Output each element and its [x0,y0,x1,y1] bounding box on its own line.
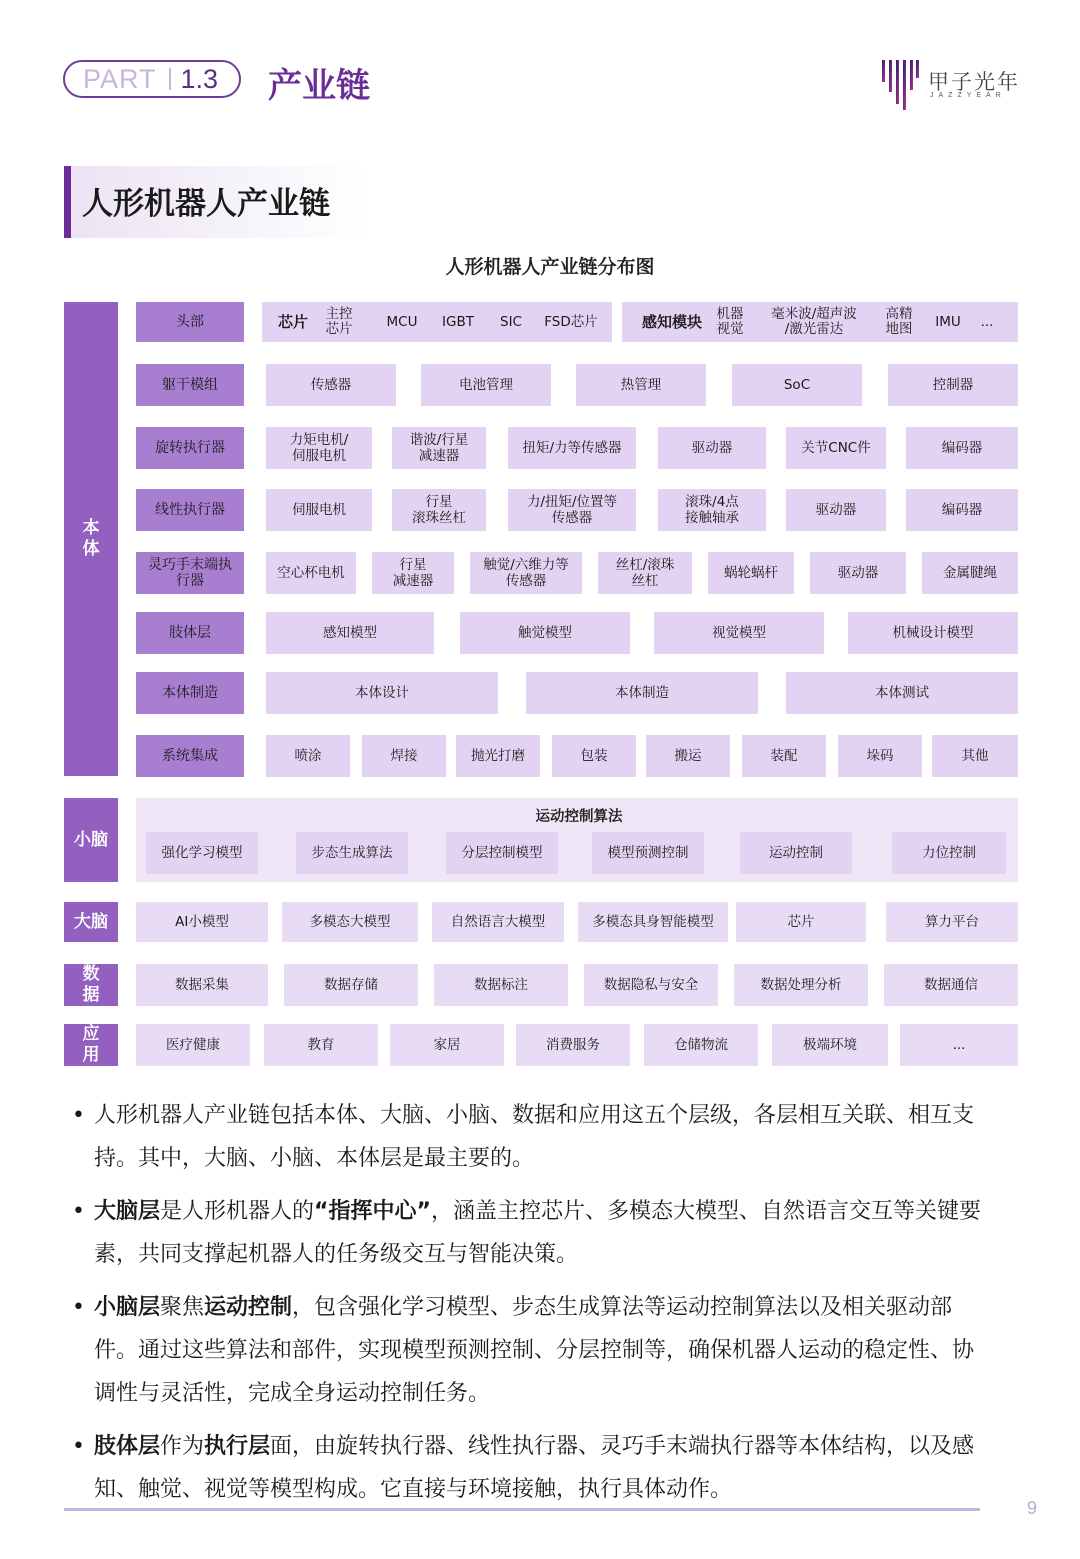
linear-item: 滚珠/4点 接触轴承 [658,489,766,531]
bullet-bold: 大脑层 [94,1199,161,1224]
chip-group [262,302,612,342]
danao-item: 自然语言大模型 [432,902,564,942]
sensor-item: 毫米波/超声波 /激光雷达 [771,306,857,337]
bullet-bold: 运动控制 [204,1295,293,1320]
integration-item: 焊接 [362,735,446,777]
limb-item: 视觉模型 [654,612,824,654]
yingyong-item: 医疗健康 [136,1024,250,1066]
bullet-item [72,1190,992,1276]
sensor-item: ... [980,313,994,330]
hand-item: 丝杠/滚珠 丝杠 [598,552,692,594]
bullet-text: ，涵盖主控芯片、多模态大模型、自然语言交互等关键要素，共同支撑起机器人的任务级交互与智能决策。 [94,1199,981,1267]
layer-yingyong: 应 用 [64,1024,118,1066]
page-number: 9 [1027,1498,1038,1518]
bullet-text: 是人形机器人的 [160,1199,315,1224]
bullet-bold: 小脑层 [94,1295,161,1320]
integration-item: 喷涂 [266,735,350,777]
linear-item: 编码器 [906,489,1018,531]
torso-item: 热管理 [576,364,706,406]
sensor-group [622,302,1018,342]
brand-subtitle: JAZZYEAR [930,92,1006,99]
bullet-item [72,1425,992,1511]
integration-item: 装配 [742,735,826,777]
hand-item: 驱动器 [810,552,906,594]
part-word: PART [83,63,157,94]
section-title: 产业链 [268,66,370,106]
bullet-text: 面，由旋转执行器、线性执行器、灵巧手末端执行器等本体结构，以及感知、触觉、视觉等模型构成。它直接与环境接触，执行具体动作。 [94,1434,975,1502]
xiaonao-item: 步态生成算法 [296,832,408,874]
shuju-item: 数据隐私与安全 [584,964,718,1006]
sensor-group-title: 感知模块 [641,312,702,331]
danao-item: AI小模型 [136,902,268,942]
heading-accent-bar [64,166,71,238]
limb-item: 感知模型 [266,612,434,654]
brand-name: 甲子光年 [928,70,1020,94]
yingyong-item: 仓储物流 [644,1024,758,1066]
layer-benti: 本 体 [64,302,118,776]
integration-item: 其他 [932,735,1018,777]
torso-item: 传感器 [266,364,396,406]
danao-item: 多模态具身智能模型 [578,902,728,942]
yingyong-item: 消费服务 [516,1024,630,1066]
chip-group-title: 芯片 [277,312,308,331]
hand-item: 金属腱绳 [922,552,1018,594]
sensor-item: IMU [935,313,961,330]
integration-item: 垛码 [838,735,922,777]
hand-item: 蜗轮蜗杆 [708,552,794,594]
xiaonao-item: 运动控制 [740,832,852,874]
page-heading: 人形机器人产业链 [82,186,330,222]
xiaonao-item: 模型预测控制 [592,832,704,874]
diagram-title: 人形机器人产业链分布图 [445,256,655,278]
rotary-item: 驱动器 [658,427,766,469]
chip-item: 主控 芯片 [325,306,353,337]
row-label-manufacture: 本体制造 [136,672,244,714]
shuju-item: 数据存储 [284,964,418,1006]
part-divider [169,68,171,90]
integration-item: 包装 [552,735,636,777]
yingyong-item: 教育 [264,1024,378,1066]
limb-item: 机械设计模型 [848,612,1018,654]
limb-item: 触觉模型 [460,612,630,654]
hand-item: 空心杯电机 [266,552,356,594]
layer-xiaonao: 小脑 [64,798,118,882]
linear-item: 力/扭矩/位置等 传感器 [508,489,636,531]
footer-divider [64,1508,980,1511]
xiaonao-item: 强化学习模型 [146,832,258,874]
bullet-text: ，包含强化学习模型、步态生成算法等运动控制算法以及相关驱动部件。通过这些算法和部件，实现模型预测控制、分层控制等，确保机器人运动的稳定性、协调性与灵活性，完成全身运动控制任务。 [94,1295,975,1406]
rotary-item: 编码器 [906,427,1018,469]
danao-item: 多模态大模型 [282,902,418,942]
shuju-item: 数据处理分析 [734,964,868,1006]
rotary-item: 谐波/行星 减速器 [392,427,486,469]
chip-item: MCU [386,313,418,330]
row-label-hand: 灵巧手末端执 行器 [136,552,244,594]
row-label-torso: 躯干模组 [136,364,244,406]
part-badge [63,60,241,98]
torso-item: 电池管理 [421,364,551,406]
rotary-item: 扭矩/力等传感器 [508,427,636,469]
xiaonao-item: 分层控制模型 [446,832,558,874]
layer-danao: 大脑 [64,902,118,942]
chip-item: SIC [500,313,522,330]
sensor-item: 机器 视觉 [716,306,744,337]
chip-item: IGBT [442,313,474,330]
integration-item: 搬运 [646,735,730,777]
manufacture-item: 本体测试 [786,672,1018,714]
yingyong-item: 极端环境 [772,1024,888,1066]
chip-item: FSD芯片 [544,313,598,330]
linear-item: 行星 滚珠丝杠 [392,489,486,531]
part-number: 1.3 [180,63,219,94]
linear-item: 伺服电机 [266,489,372,531]
bullet-bold: 肢体层 [94,1434,161,1459]
bullet-text: 聚焦 [160,1295,205,1320]
danao-item: 算力平台 [886,902,1018,942]
linear-item: 驱动器 [786,489,886,531]
torso-item: 控制器 [888,364,1018,406]
yingyong-item: 家居 [390,1024,504,1066]
motion-control-title: 运动控制算法 [535,809,623,825]
torso-item: SoC [732,364,862,406]
bullet-item [72,1094,992,1180]
hand-item: 行星 减速器 [372,552,454,594]
shuju-item: 数据标注 [434,964,568,1006]
rotary-item: 力矩电机/ 伺服电机 [266,427,372,469]
layer-shuju: 数 据 [64,964,118,1006]
xiaonao-item: 力位控制 [892,832,1006,874]
manufacture-item: 本体制造 [526,672,758,714]
row-label-linear: 线性执行器 [136,489,244,531]
bullet-text: 作为 [160,1434,205,1459]
rotary-item: 关节CNC件 [786,427,886,469]
manufacture-item: 本体设计 [266,672,498,714]
bullet-text: 人形机器人产业链包括本体、大脑、小脑、数据和应用这五个层级，各层相互关联、相互支持。其中，大脑、小脑、本体层是最主要的。 [94,1103,975,1171]
brand-logo-icon [880,58,920,110]
row-label-limb: 肢体层 [136,612,244,654]
yingyong-item: ... [900,1024,1018,1066]
sensor-item: 高精 地图 [885,306,913,337]
row-label-rotary: 旋转执行器 [136,427,244,469]
integration-item: 抛光打磨 [456,735,540,777]
danao-item: 芯片 [736,902,866,942]
bullet-list [72,1094,992,1521]
bullet-bold: 执行层 [204,1434,271,1459]
shuju-item: 数据通信 [884,964,1018,1006]
row-label-head: 头部 [136,302,244,342]
row-label-integration: 系统集成 [136,735,244,777]
shuju-item: 数据采集 [136,964,268,1006]
bullet-item [72,1286,992,1415]
bullet-bold: “指挥中心” [314,1199,431,1224]
hand-item: 触觉/六维力等 传感器 [470,552,582,594]
